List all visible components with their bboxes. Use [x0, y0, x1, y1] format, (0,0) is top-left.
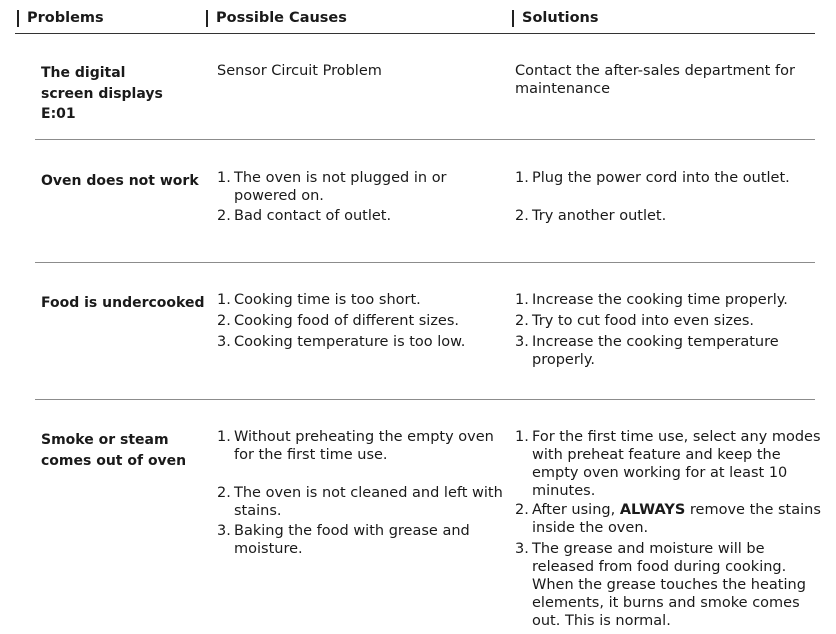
solution-text-after: remove the stains inside the oven. — [532, 502, 821, 536]
solution-text: Increase the cooking temperature properly. — [532, 334, 779, 368]
solution-item — [515, 540, 824, 630]
solution-text: Increase the cooking time properly. — [532, 292, 788, 308]
header-divider — [15, 33, 815, 34]
list-number: 3. — [515, 334, 529, 350]
solution-text: The grease and moisture will be released from food during cooking. When the grease touches the heating elements, it burns and smoke comes out. This is normal. — [532, 541, 806, 629]
cause-item — [217, 333, 509, 351]
cause-text: Bad contact of outlet. — [234, 208, 392, 224]
cause-item — [217, 207, 509, 225]
solution-text: For the first time use, select any modes with preheat feature and keep the empty oven working for at least 10 minutes. — [532, 429, 821, 499]
cause-item — [217, 428, 504, 464]
row-divider — [35, 262, 815, 263]
list-number: 1. — [515, 170, 529, 186]
cause-text: Without preheating the empty oven for the first time use. — [234, 429, 494, 463]
row-divider — [35, 139, 815, 140]
list-number: 1. — [515, 292, 529, 308]
list-number: 1. — [515, 429, 529, 445]
list-number: 2. — [515, 208, 529, 224]
header-solutions: Solutions — [512, 10, 599, 27]
solution-text-bold: ALWAYS — [619, 502, 686, 518]
solution-item — [515, 291, 807, 309]
list-number: 2. — [217, 208, 231, 224]
list-number: 3. — [515, 541, 529, 557]
list-number: 1. — [217, 429, 231, 445]
solution-e01: Contact the after-sales department for maintenance — [515, 63, 795, 97]
list-number: 2. — [515, 502, 529, 518]
header-possible-causes: Possible Causes — [206, 10, 347, 27]
solution-text-before: After using, — [532, 502, 620, 518]
solution-item — [515, 312, 807, 330]
problem-undercooked: Food is undercooked — [41, 295, 205, 311]
problem-e01: The digital screen displays E:01 — [41, 65, 163, 122]
row-divider — [35, 399, 815, 400]
cause-item — [217, 484, 504, 520]
list-number: 3. — [217, 523, 231, 539]
list-number: 2. — [515, 313, 529, 329]
cause-text: The oven is not cleaned and left with stains. — [234, 485, 503, 519]
solution-item — [515, 501, 824, 537]
solution-item — [515, 333, 807, 369]
problem-smoke-steam: Smoke or steam comes out of oven — [41, 432, 187, 469]
cause-text: Cooking food of different sizes. — [234, 313, 460, 329]
solution-text: Plug the power cord into the outlet. — [532, 170, 790, 186]
list-number: 2. — [217, 485, 231, 501]
list-number: 1. — [217, 292, 231, 308]
solution-text: Try another outlet. — [532, 208, 667, 224]
cause-text: Cooking time is too short. — [234, 292, 421, 308]
cause-text: The oven is not plugged in or powered on. — [234, 170, 447, 204]
problem-oven-not-work: Oven does not work — [41, 173, 199, 189]
solution-item — [515, 169, 812, 187]
list-number: 3. — [217, 334, 231, 350]
cause-text: Baking the food with grease and moisture. — [234, 523, 470, 557]
solution-text: Try to cut food into even sizes. — [532, 313, 755, 329]
header-problems: Problems — [17, 10, 104, 27]
cause-item — [217, 312, 509, 330]
cause-text: Cooking temperature is too low. — [234, 334, 466, 350]
cause-e01: Sensor Circuit Problem — [217, 63, 382, 79]
cause-item — [217, 522, 504, 558]
solution-item — [515, 207, 812, 225]
list-number: 1. — [217, 170, 231, 186]
cause-item — [217, 291, 509, 309]
cause-item — [217, 169, 509, 205]
solution-item — [515, 428, 824, 500]
list-number: 2. — [217, 313, 231, 329]
